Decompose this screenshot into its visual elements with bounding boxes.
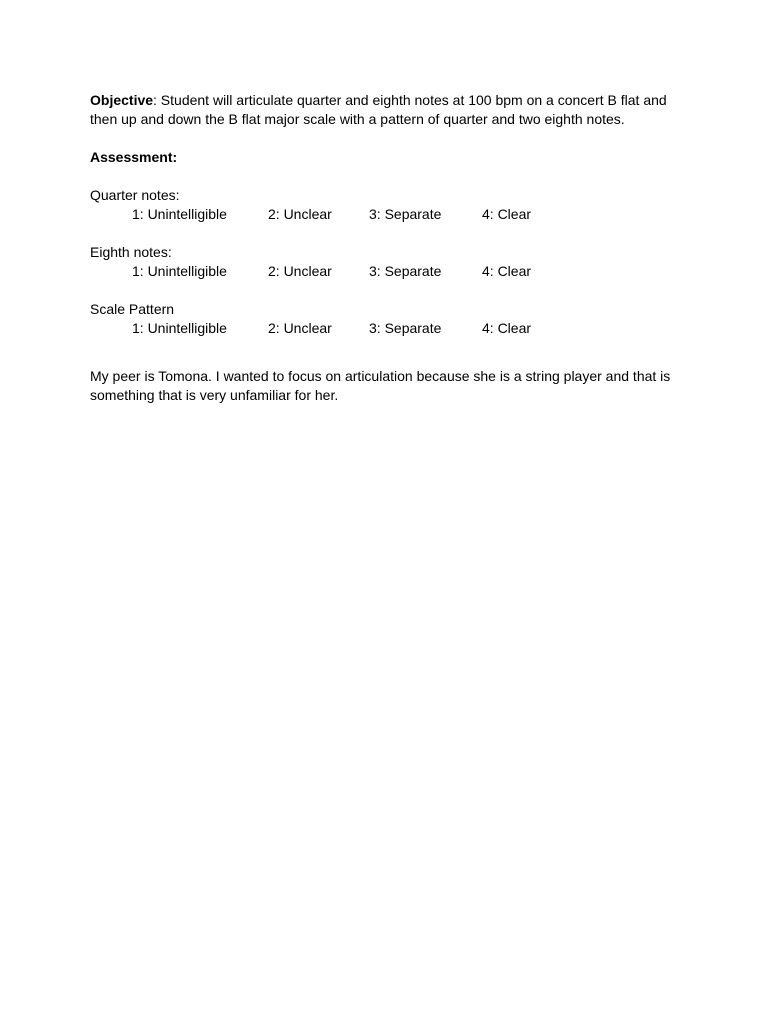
rating-level-2: 2: Unclear	[268, 320, 332, 336]
rating-level-4: 4: Clear	[482, 206, 532, 222]
criterion-quarter-notes	[90, 186, 690, 224]
peer-note: My peer is Tomona. I wanted to focus on articulation because she is a string player and that is something that is very unfamiliar for her.	[90, 368, 671, 403]
criterion-scale-pattern	[90, 300, 690, 338]
rating-level-1: 1: Unintelligible	[132, 320, 227, 336]
rating-level-1: 1: Unintelligible	[132, 263, 227, 279]
document-page	[90, 91, 690, 419]
objective-text: : Student will articulate quarter and eighth notes at 100 bpm on a concert B flat and then up and down the B flat major scale with a pattern of quarter and two eighth notes.	[90, 92, 667, 127]
assessment-heading: Assessment:	[90, 149, 178, 165]
rating-level-4: 4: Clear	[482, 263, 532, 279]
criterion-title: Quarter notes:	[90, 187, 180, 203]
rating-level-1: 1: Unintelligible	[132, 206, 227, 222]
rating-level-3: 3: Separate	[369, 206, 442, 222]
objective-label: Objective	[90, 92, 154, 108]
rating-level-2: 2: Unclear	[268, 206, 332, 222]
rating-scale	[90, 205, 690, 224]
criterion-eighth-notes	[90, 243, 690, 281]
rating-level-2: 2: Unclear	[268, 263, 332, 279]
objective-paragraph	[90, 91, 690, 129]
rating-level-4: 4: Clear	[482, 320, 532, 336]
rating-scale	[90, 262, 690, 281]
rating-level-3: 3: Separate	[369, 320, 442, 336]
criterion-title: Scale Pattern	[90, 301, 175, 317]
criterion-title: Eighth notes:	[90, 244, 172, 260]
rating-scale	[90, 319, 690, 338]
rating-level-3: 3: Separate	[369, 263, 442, 279]
